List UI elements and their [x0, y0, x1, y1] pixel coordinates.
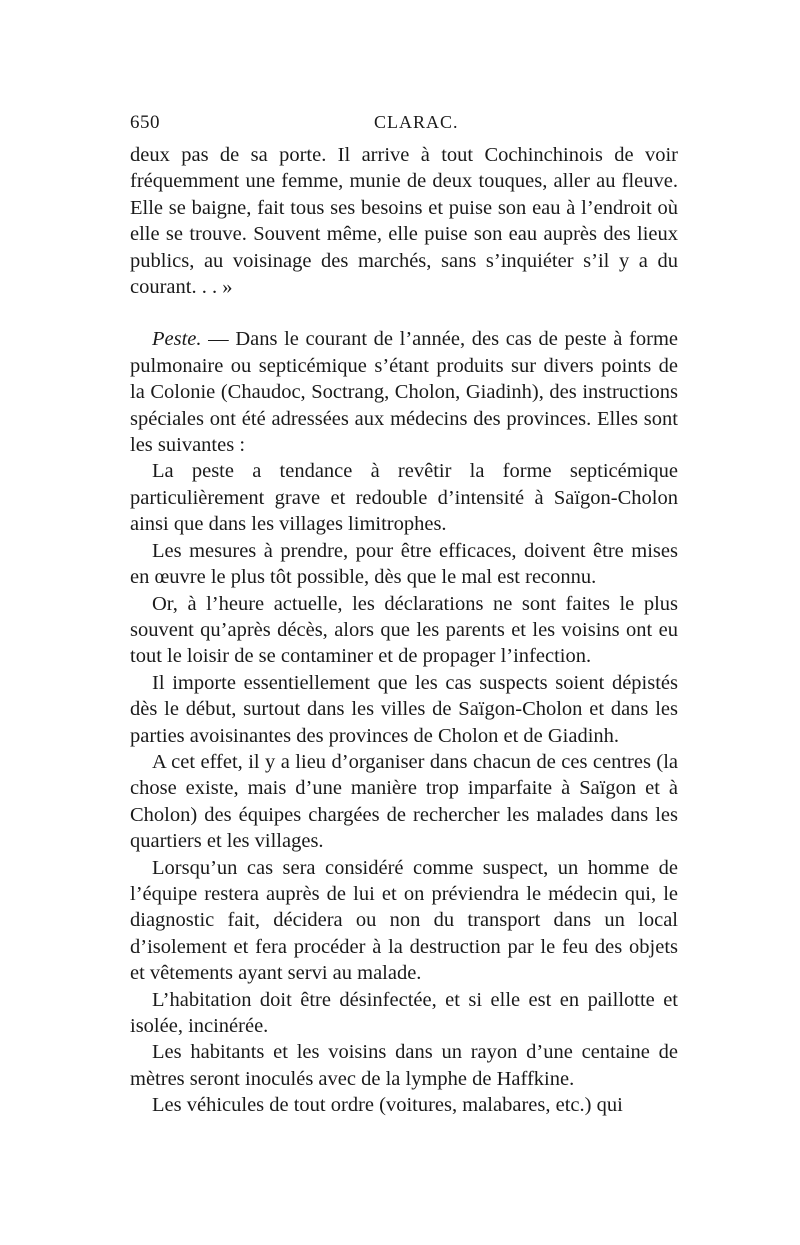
page-number: 650 — [130, 112, 160, 133]
section-title-peste: Peste. — [152, 328, 202, 351]
paragraph: L’habitation doit être désinfectée, et si elle est en paillotte et isolée, incinérée. — [130, 988, 678, 1037]
paragraph: Les mesures à prendre, pour être efficaces, doivent être mises en œuvre le plus tôt possible, dès que le mal est reconnu. — [130, 539, 678, 589]
paragraph: Les véhicules de tout ordre (voitures, malabares, etc.) qui — [152, 1094, 623, 1117]
book-page — [130, 112, 678, 1119]
body-text — [130, 142, 678, 1119]
paragraph: Or, à l’heure actuelle, les déclarations ne sont faites le plus souvent qu’après décès, alors que les parents et les voisins ont eu tout le loisir de se contaminer et de propager l’infection. — [130, 592, 678, 668]
paragraph-continuation: deux pas de sa porte. Il arrive à tout Cochinchinois de voir fréquemment une femme, munie de deux touques, aller au fleuve. Elle se baigne, fait tous ses besoins et puise son eau à l’endroit où elle se trouve. Souvent même, elle puise son eau auprès des lieux publics, au voisinage des marchés, sans s’inquiéter s’il y a du courant. . . » — [130, 144, 678, 299]
paragraph: La peste a tendance à revêtir la forme septicémique particulièrement grave et redouble d’intensité à Saïgon-Cholon ainsi que dans les villages limitrophes. — [130, 460, 678, 536]
paragraph-peste-text: — Dans le courant de l’année, des cas de peste à forme pulmonaire ou septicémique s’étant produits sur divers points de la Colonie (Chaudoc, Soctrang, Cholon, Giadinh), des instructions spéciales ont été adressées aux médecins des provinces. Elles sont les suivantes : — [130, 328, 678, 457]
running-head: CLARAC. — [374, 112, 459, 132]
paragraph: Les habitants et les voisins dans un rayon d’une centaine de mètres seront inoculés avec de la lymphe de Haffkine. — [130, 1041, 678, 1090]
page-header — [130, 112, 678, 142]
paragraph: Il importe essentiellement que les cas suspects soient dépistés dès le début, surtout dans les villes de Saïgon-Cholon et dans les parties avoisinantes des provinces de Cholon et de Giadinh. — [130, 671, 678, 747]
paragraph: A cet effet, il y a lieu d’organiser dans chacun de ces centres (la chose existe, mais d’une manière trop imparfaite à Saïgon et à Cholon) des équipes chargées de rechercher les malades dans les quartiers et les villages. — [130, 750, 678, 853]
section-spacer — [130, 300, 678, 326]
paragraph-peste — [130, 326, 678, 458]
paragraph: Lorsqu’un cas sera considéré comme suspect, un homme de l’équipe restera auprès de lui et on préviendra le médecin qui, le diagnostic fait, décidera ou non du transport dans un local d’isolement et fera procéder à la destruction par le feu des objets et vêtements ayant servi au malade. — [130, 856, 678, 985]
